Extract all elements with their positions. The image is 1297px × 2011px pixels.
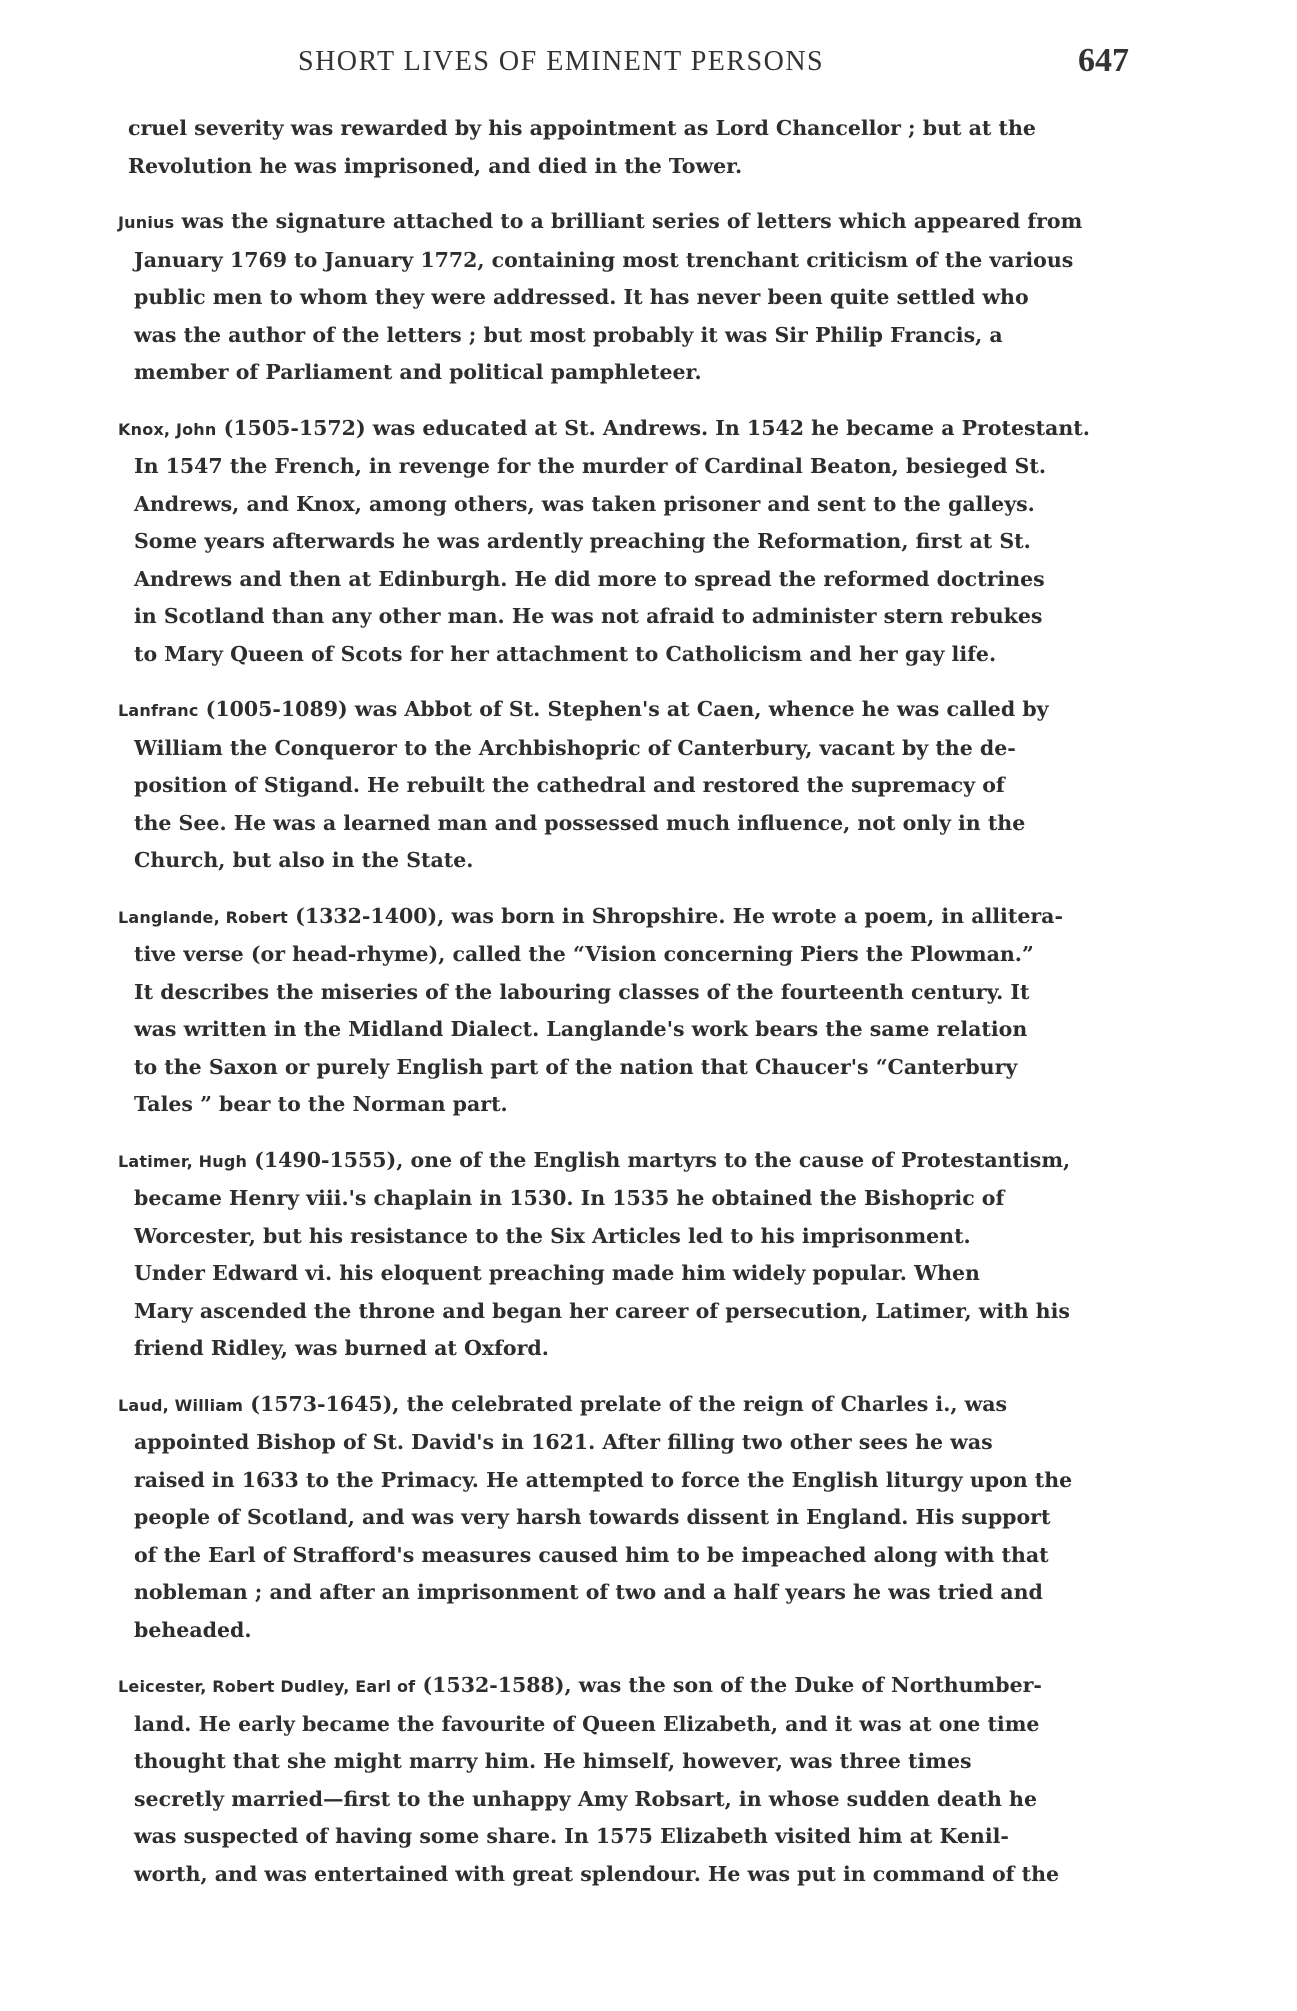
entry-text: (1490-1555), one of the English martyrs to the cause of Protestantism, bbox=[247, 1147, 1071, 1172]
entry-text: (1005-1089) was Abbot of St. Stephen's at Caen, whence he was called by bbox=[198, 697, 1049, 721]
entry-name: Junius bbox=[118, 213, 175, 232]
text-line: of the Earl of Strafford's measures caused him to be impeached along with that bbox=[134, 1542, 1049, 1567]
text-line: January 1769 to January 1772, containing most trenchant criticism of the various bbox=[134, 247, 1074, 272]
biography-entry bbox=[118, 203, 1130, 392]
page-number: 647 bbox=[1078, 42, 1129, 79]
entry-name: Lanfranc bbox=[118, 701, 199, 720]
text-line: Andrews and then at Edinburgh. He did more to spread the reformed doctrines bbox=[134, 566, 1045, 591]
entry-first-line bbox=[118, 1142, 1130, 1181]
text-line: It describes the miseries of the labouring classes of the fourteenth century. It bbox=[134, 979, 1030, 1004]
text-line: was the author of the letters ; but most probably it was Sir Philip Francis, a bbox=[134, 322, 1003, 347]
text-line: secretly married—first to the unhappy Amy Robsart, in whose sudden death he bbox=[134, 1786, 1038, 1811]
entry-first-line bbox=[118, 203, 1130, 242]
entry-text: (1505-1572) was educated at St. Andrews. In 1542 he became a Protestant. bbox=[216, 415, 1090, 440]
biography-entry bbox=[118, 691, 1130, 880]
text-line: to Mary Queen of Scots for her attachment to Catholicism and her gay life. bbox=[134, 641, 997, 666]
entry-first-line bbox=[118, 1667, 1130, 1706]
text-line: cruel severity was rewarded by his appointment as Lord Chancellor ; but at the bbox=[128, 116, 1036, 140]
biography-entry bbox=[118, 410, 1130, 674]
text-line: member of Parliament and political pamphleteer. bbox=[134, 360, 702, 384]
text-line: Under Edward vi. his eloquent preaching made him widely popular. When bbox=[134, 1261, 980, 1285]
text-line: public men to whom they were addressed. It has never been quite settled who bbox=[134, 285, 1029, 309]
text-line: land. He early became the favourite of Queen Elizabeth, and it was at one time bbox=[134, 1711, 1040, 1736]
running-title: SHORT LIVES OF EMINENT PERSONS bbox=[298, 46, 825, 77]
entry-name: Leicester, Robert Dudley, Earl of bbox=[118, 1677, 416, 1696]
text-line: was suspected of having some share. In 1575 Elizabeth visited him at Kenil- bbox=[134, 1824, 1009, 1848]
running-head bbox=[128, 42, 1129, 86]
text-line: friend Ridley, was burned at Oxford. bbox=[134, 1336, 549, 1360]
text-line: beheaded. bbox=[134, 1617, 252, 1642]
entry-first-line bbox=[118, 410, 1130, 449]
text-line: In 1547 the French, in revenge for the murder of Cardinal Beaton, besieged St. bbox=[134, 454, 1046, 478]
biography-entry bbox=[118, 1142, 1130, 1368]
text-line: William the Conqueror to the Archbishopric of Canterbury, vacant by the de- bbox=[134, 735, 1016, 760]
entry-text: (1332-1400), was born in Shropshire. He wrote a poem, in allitera- bbox=[288, 903, 1063, 928]
text-line: raised in 1633 to the Primacy. He attempted to force the English liturgy upon the bbox=[134, 1467, 1073, 1492]
entry-first-line bbox=[118, 1386, 1130, 1425]
text-line: Andrews, and Knox, among others, was taken prisoner and sent to the galleys. bbox=[134, 491, 1035, 516]
text-line: to the Saxon or purely English part of the nation that Chaucer's “Canterbury bbox=[134, 1054, 1018, 1079]
text-line: people of Scotland, and was very harsh towards dissent in England. His support bbox=[134, 1505, 1051, 1529]
text-line: thought that she might marry him. He himself, however, was three times bbox=[134, 1749, 972, 1773]
entry-text: (1573-1645), the celebrated prelate of the reign of Charles i., was bbox=[243, 1391, 1008, 1416]
entry-text: was the signature attached to a brilliant series of letters which appeared from bbox=[174, 209, 1083, 233]
text-line: was written in the Midland Dialect. Langlande's work bears the same relation bbox=[134, 1017, 1028, 1041]
entry-first-line bbox=[118, 898, 1130, 937]
biography-entry bbox=[118, 1386, 1130, 1650]
text-line: Church, but also in the State. bbox=[134, 848, 474, 872]
text-line: in Scotland than any other man. He was not afraid to administer stern rebukes bbox=[134, 604, 1043, 628]
text-line: the See. He was a learned man and possessed much influence, not only in the bbox=[134, 810, 1026, 835]
text-line: Mary ascended the throne and began her career of persecution, Latimer, with his bbox=[134, 1298, 1070, 1323]
text-line: Revolution he was imprisoned, and died in the Tower. bbox=[128, 153, 743, 178]
continuation-paragraph bbox=[128, 110, 1130, 185]
text-line: became Henry viii.'s chaplain in 1530. In 1535 he obtained the Bishopric of bbox=[134, 1186, 1005, 1210]
text-line: tive verse (or head-rhyme), called the “Vision concerning Piers the Plowman.” bbox=[134, 942, 1034, 966]
text-line: position of Stigand. He rebuilt the cathedral and restored the supremacy of bbox=[134, 773, 1005, 797]
entry-name: Latimer, Hugh bbox=[118, 1151, 248, 1171]
text-line: Some years afterwards he was ardently preaching the Reformation, first at St. bbox=[134, 529, 1031, 553]
text-line: Worcester, but his resistance to the Six Articles led to his imprisonment. bbox=[134, 1223, 971, 1248]
text-line: Tales ” bear to the Norman part. bbox=[134, 1092, 508, 1116]
page-body bbox=[118, 110, 1130, 1911]
entry-list bbox=[118, 203, 1130, 1893]
entry-name: Langlande, Robert bbox=[118, 907, 289, 927]
biography-entry bbox=[118, 898, 1130, 1124]
entry-text: (1532-1588), was the son of the Duke of Northumber- bbox=[415, 1673, 1042, 1697]
entry-first-line bbox=[118, 691, 1130, 730]
entry-name: Laud, William bbox=[118, 1395, 244, 1415]
text-line: appointed Bishop of St. David's in 1621. After filling two other sees he was bbox=[134, 1430, 993, 1454]
text-line: worth, and was entertained with great splendour. He was put in command of the bbox=[134, 1861, 1060, 1886]
biography-entry bbox=[118, 1667, 1130, 1893]
text-line: nobleman ; and after an imprisonment of two and a half years he was tried and bbox=[134, 1580, 1043, 1604]
entry-name: Knox, John bbox=[118, 419, 217, 439]
